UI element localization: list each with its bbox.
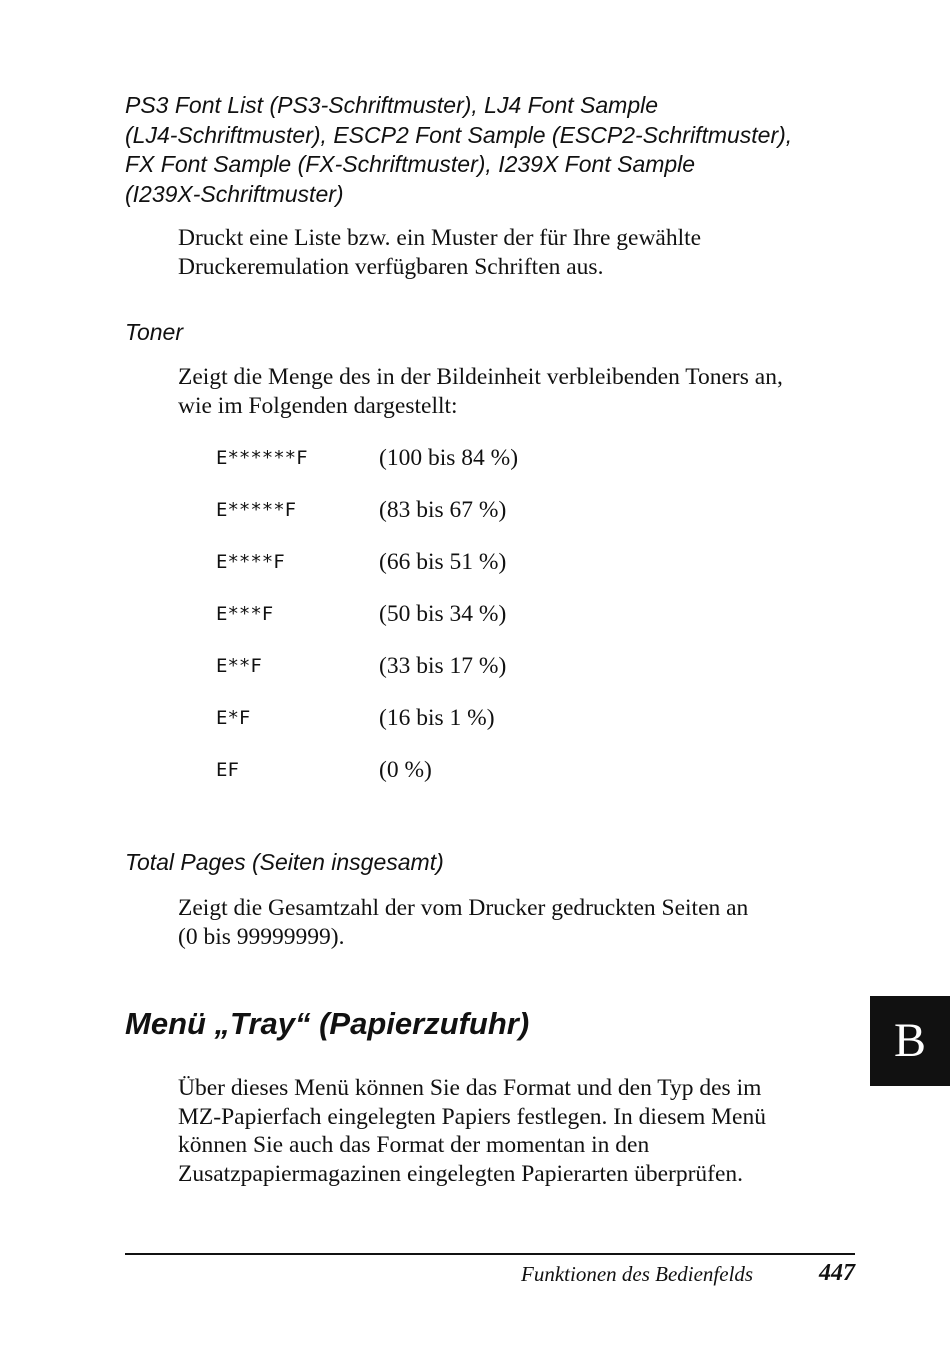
toner-level-row — [216, 703, 716, 733]
text-line: Druckt eine Liste bzw. ein Muster der für Ihre gewählte — [178, 225, 702, 251]
page-number: 447 — [819, 1260, 855, 1286]
total-pages-heading: Total Pages (Seiten insgesamt) — [125, 849, 444, 875]
toner-range: (33 bis 17 %) — [379, 653, 507, 679]
tray-menu-description — [178, 1074, 868, 1188]
toner-gauge: E**F — [216, 655, 262, 677]
toner-heading: Toner — [125, 319, 183, 345]
toner-range: (50 bis 34 %) — [379, 601, 507, 627]
toner-range: (66 bis 51 %) — [379, 549, 507, 575]
font-samples-description — [178, 224, 878, 281]
appendix-tab — [870, 996, 950, 1086]
heading-line: PS3 Font List (PS3-Schriftmuster), LJ4 Font Sample — [125, 92, 659, 118]
heading-line: (LJ4-Schriftmuster), ESCP2 Font Sample (ESCP2-Schriftmuster), — [125, 121, 793, 148]
toner-gauge: E***F — [216, 603, 274, 625]
footer-divider — [125, 1253, 855, 1255]
text-line: Zeigt die Menge des in der Bildeinheit verbleibenden Toners an, — [178, 364, 783, 390]
heading-line: (I239X-Schriftmuster) — [125, 180, 344, 207]
toner-gauge: E******F — [216, 447, 308, 469]
text-line: MZ-Papierfach eingelegten Papiers festlegen. In diesem Menü — [178, 1103, 766, 1130]
toner-gauge: E*****F — [216, 499, 297, 521]
toner-gauge: EF — [216, 759, 239, 781]
toner-level-row — [216, 443, 716, 473]
total-pages-description — [178, 894, 878, 951]
toner-level-row — [216, 547, 716, 577]
toner-level-row — [216, 599, 716, 629]
toner-range: (0 %) — [379, 757, 432, 783]
tray-menu-heading: Menü „Tray“ (Papierzufuhr) — [125, 1006, 530, 1041]
toner-range: (100 bis 84 %) — [379, 445, 519, 471]
heading-line: FX Font Sample (FX-Schriftmuster), I239X Font Sample — [125, 151, 696, 177]
toner-gauge: E*F — [216, 707, 251, 729]
text-line: (0 bis 99999999). — [178, 923, 345, 950]
text-line: Zeigt die Gesamtzahl der vom Drucker gedruckten Seiten an — [178, 895, 749, 921]
appendix-tab-label: B — [893, 1014, 926, 1067]
text-line: Zusatzpapiermagazinen eingelegten Papierarten überprüfen. — [178, 1160, 744, 1187]
text-line: Druckeremulation verfügbaren Schriften aus. — [178, 253, 604, 280]
toner-level-row — [216, 651, 716, 681]
font-samples-heading — [125, 91, 885, 209]
toner-range: (83 bis 67 %) — [379, 497, 507, 523]
footer-chapter-title: Funktionen des Bedienfelds — [521, 1262, 754, 1286]
text-line: wie im Folgenden dargestellt: — [178, 392, 458, 419]
toner-gauge: E****F — [216, 551, 285, 573]
toner-range: (16 bis 1 %) — [379, 705, 495, 731]
toner-level-row — [216, 495, 716, 525]
text-line: Über dieses Menü können Sie das Format und den Typ des im — [178, 1075, 762, 1101]
toner-description — [178, 363, 878, 420]
text-line: können Sie auch das Format der momentan in den — [178, 1132, 650, 1158]
toner-level-row — [216, 755, 716, 785]
